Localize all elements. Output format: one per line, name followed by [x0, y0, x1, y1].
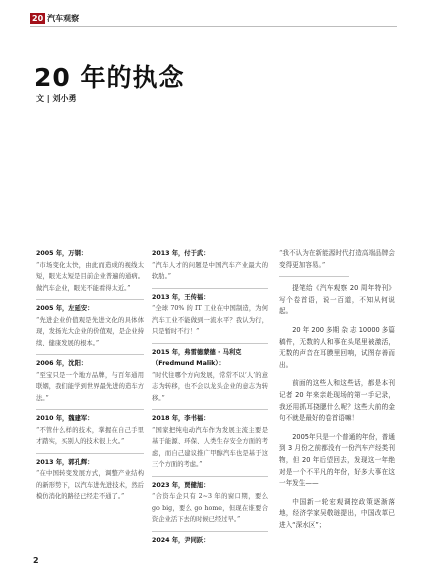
entry-speaker: 2010 年，魏建军： — [36, 415, 94, 422]
entry-quote: “先进企业价值观是先进文化的具体体现，发扬光大企业的价值观，是企业持续、健康发展的根本。” — [36, 316, 144, 347]
header-divider — [30, 26, 397, 27]
paragraph: 中国新一轮宏观调控政策逐渐落地，经济学家吴敬琏提出，中国改革已进入“深水区”； — [279, 497, 395, 529]
entry-speaker: 2006 年，沈阳： — [36, 360, 88, 367]
page-number: 2 — [33, 556, 39, 565]
entry-divider — [152, 343, 268, 344]
logo-badge: 20 — [32, 13, 44, 23]
logo-text: 汽车观察 — [47, 13, 80, 23]
editorial-column — [279, 248, 395, 538]
entry-divider — [36, 354, 144, 355]
entry-divider — [36, 409, 144, 410]
entry-divider — [152, 531, 268, 532]
article-title: 20 年的执念 — [34, 63, 185, 92]
entry-speaker: 2013 年，郭孔辉： — [36, 458, 94, 466]
entry-speaker: 2018 年，李书福： — [152, 415, 210, 422]
paragraph: 前面的这些人和这些话，都是本刊记者 20 年来亲赴现场的第一手记录，我还用抓耳挠腮什么呢？这些大前的金句不就是最好的卷首语嘛！ — [279, 379, 395, 423]
entry-speaker: 2005 年，万钢： — [36, 250, 88, 257]
entry-speaker: 2005 年，左延安： — [36, 305, 94, 312]
entry-speaker: 2024 年，尹同跃： — [152, 536, 210, 544]
quote-column-left — [36, 248, 144, 503]
entry-speaker: 2013 年，王传福： — [152, 293, 210, 301]
entry-speaker: 2015 年，弗雷德蒙德 · 马利克（Fredmund Malik）： — [152, 348, 242, 367]
entry-quote: “国家把纯电动汽车作为发展主流主要是基于能源、环保、人类生存安全方面的考虑，而自己建议推广甲醇汽车也是基于这三个方面的考虑。” — [152, 426, 268, 468]
entry-divider — [36, 453, 144, 454]
entry-speaker: 2023 年，贾健旭： — [152, 481, 210, 489]
entry-speaker: 2013 年，付于武： — [152, 250, 210, 257]
entry-quote: “合资车企只有 2~3 年的窗口期，要么 go big，要么 go home，但现在谁要合资企业活下去的时候已经过早。” — [152, 493, 268, 523]
closing-quote: “我不认为在新能源时代打造高端品牌会变得更加容易。” — [279, 249, 395, 269]
entry-quote: “全球 70% 的 IT 工业在中国制造，为何汽车工业不能做到一流水平？我认为行，只是暂时不行！” — [152, 305, 268, 335]
paragraph: 20 年 200 多期 杂 志 10000 多篇稿件，无数的人和事在头尾里被激活，无数的声音在耳膜里回响，试图存善而出。 — [279, 325, 395, 369]
entry-quote: “不管什么样的技术，掌握在自己手里才踏实，买别人的技术很上火。” — [36, 426, 144, 445]
entry-quote: “至宝只是一个地方品牌，与百年通用联姻，我们能学到世界最先进的造车方法。” — [36, 371, 144, 402]
paragraph: 2005年只是一个普通的年份，普通到 3 月份之前都没有一份汽车产经类刊物，但 20 年后望回去，发现这一年绝对是一个不平凡的年份，好多大事在这一年发生—— — [279, 432, 395, 488]
magazine-header — [30, 12, 79, 24]
article-byline: 文 | 刘小勇 — [36, 94, 77, 103]
entry-divider — [152, 476, 268, 477]
entry-divider — [152, 409, 268, 410]
entry-quote: “市场变化太快，由此而造成的视线太短，眼光太短是目前企业普遍的通病。做汽车企业，眼光不能看得太近。” — [36, 261, 144, 292]
quote-column-middle — [152, 248, 268, 546]
entry-divider — [152, 288, 268, 289]
paragraph: 提笔给《汽车观察 20 周年特刊》写个卷首语，说一百道，不知从何说起。 — [279, 284, 395, 316]
column-divider — [279, 276, 349, 277]
entry-quote: “在中国转变发展方式，调整产业结构的新形势下，以汽车进先进技术，然后模仿消化的路径已经走不通了。” — [36, 470, 144, 500]
entry-divider — [36, 299, 144, 300]
entry-quote: “时代往哪个方向发展，常常不以‘人’的意志为转移，也不会以龙头企业的意志为转移。” — [152, 371, 268, 402]
entry-quote: “汽车人才的问题是中国汽车产业最大的软肋。” — [152, 261, 268, 280]
